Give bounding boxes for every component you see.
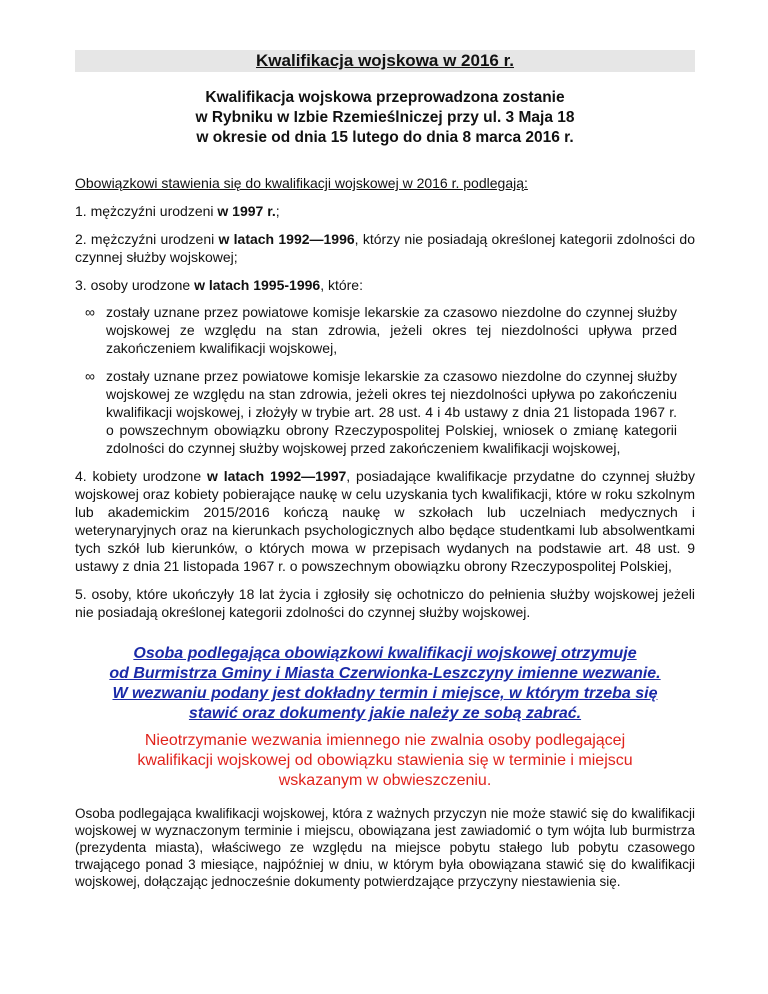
warning-notice-line: Nieotrzymanie wezwania imiennego nie zwalnia osoby podlegającej xyxy=(144,732,626,749)
title-bar xyxy=(75,50,695,72)
summons-notice-line: Osoba podlegająca obowiązkowi kwalifikacji wojskowej otrzymuje xyxy=(133,645,637,662)
warning-notice-line: wskazanym w obwieszczeniu. xyxy=(278,772,492,789)
bullet-list xyxy=(75,303,695,457)
page-title: Kwalifikacja wojskowa w 2016 r. xyxy=(256,51,514,70)
summons-notice-line: W wezwaniu podany jest dokładny termin i miejsce, w którym trzeba się xyxy=(112,685,658,702)
summons-notice-line: od Burmistrza Gminy i Miasta Czerwionka-Leszczyny imienne wezwanie. xyxy=(109,665,661,682)
document-page xyxy=(75,50,695,890)
subheading-line: w Rybniku w Izbie Rzemieślniczej przy ul. 3 Maja 18 xyxy=(195,109,575,126)
infinity-bullet-icon: ∞ xyxy=(85,304,95,320)
warning-notice xyxy=(75,731,695,791)
list-item-4: 4. kobiety urodzone w latach 1992—1997, posiadające kwalifikacje przydatne do czynnej służby wojskowej oraz kobiety pobierające naukę w celu uzyskania tych kwalifikacji, które w roku szkolnym lub akademickim 2015/2016 kończą naukę w szkołach lub uczelniach medycznych i weterynaryjnych oraz na kierunkach psychologicznych albo będące studentkami lub absolwentkami tych szkół lub kierunków, o których mowa w przepisach wydanych na podstawie art. 48 ust. 9 ustawy z dnia 21 listopada 1967 r. o powszechnym obowiązku obrony Rzeczypospolitej Polskiej, xyxy=(75,468,695,574)
absence-procedure-text: Osoba podlegająca kwalifikacji wojskowej, która z ważnych przyczyn nie może stawić się do kwalifikacji wojskowej w wyznaczonym terminie i miejscu, obowiązana jest zawiadomić o tym wójta lub burmistrza (prezydenta miasta), właściwego ze względu na miejsce pobytu stałego lub pobytu czasowego trwającego ponad 3 miesiące, najpóźniej w dniu, w którym była obowiązana stawić się do kwalifikacji wojskowej, dołączając jednocześnie dokumenty potwierdzające przyczyny niestawienia się. xyxy=(75,806,695,889)
intro-text: Obowiązkowi stawienia się do kwalifikacji wojskowej w 2016 r. podlegają: xyxy=(75,175,528,191)
list-item-3: 3. osoby urodzone w latach 1995-1996, które: xyxy=(75,277,363,293)
list-item-2: 2. mężczyźni urodzeni w latach 1992—1996, którzy nie posiadają określonej kategorii zdolności do czynnej służby wojskowej; xyxy=(75,231,695,265)
bullet-item: ∞ zostały uznane przez powiatowe komisje lekarskie za czasowo niezdolne do czynnej służby wojskowej ze względu na stan zdrowia, jeżeli okres tej niezdolności upływa po zakończeniu kwalifikacji wojskowej, i złożyły w trybie art. 28 ust. 4 i 4b ustawy z dnia 21 listopada 1967 r. o powszechnym obowiązku obrony Rzeczypospolitej Polskiej, wniosek o zmianę kategorii zdolności do czynnej służby wojskowej przed zakończeniem kwalifikacji wojskowej, xyxy=(85,368,677,456)
warning-notice-line: kwalifikacji wojskowej od obowiązku stawienia się w terminie i miejscu xyxy=(137,752,633,769)
subheading xyxy=(75,88,695,148)
summons-notice-line: stawić oraz dokumenty jakie należy ze sobą zabrać. xyxy=(188,705,582,722)
subheading-line: w okresie od dnia 15 lutego do dnia 8 marca 2016 r. xyxy=(196,129,574,146)
bullet-item: ∞ zostały uznane przez powiatowe komisje lekarskie za czasowo niezdolne do czynnej służby wojskowej ze względu na stan zdrowia, jeżeli okres tej niezdolności upływa przed zakończeniem kwalifikacji wojskowej, xyxy=(85,304,677,356)
summons-notice xyxy=(75,644,695,724)
list-item-1: 1. mężczyźni urodzeni w 1997 r.; xyxy=(75,203,280,219)
list-item-5: 5. osoby, które ukończyły 18 lat życia i zgłosiły się ochotniczo do pełnienia służby wojskowej jeżeli nie posiadają określonej kategorii zdolności do czynnej służby wojskowej. xyxy=(75,586,695,620)
subheading-line: Kwalifikacja wojskowa przeprowadzona zostanie xyxy=(205,89,565,106)
infinity-bullet-icon: ∞ xyxy=(85,368,95,384)
